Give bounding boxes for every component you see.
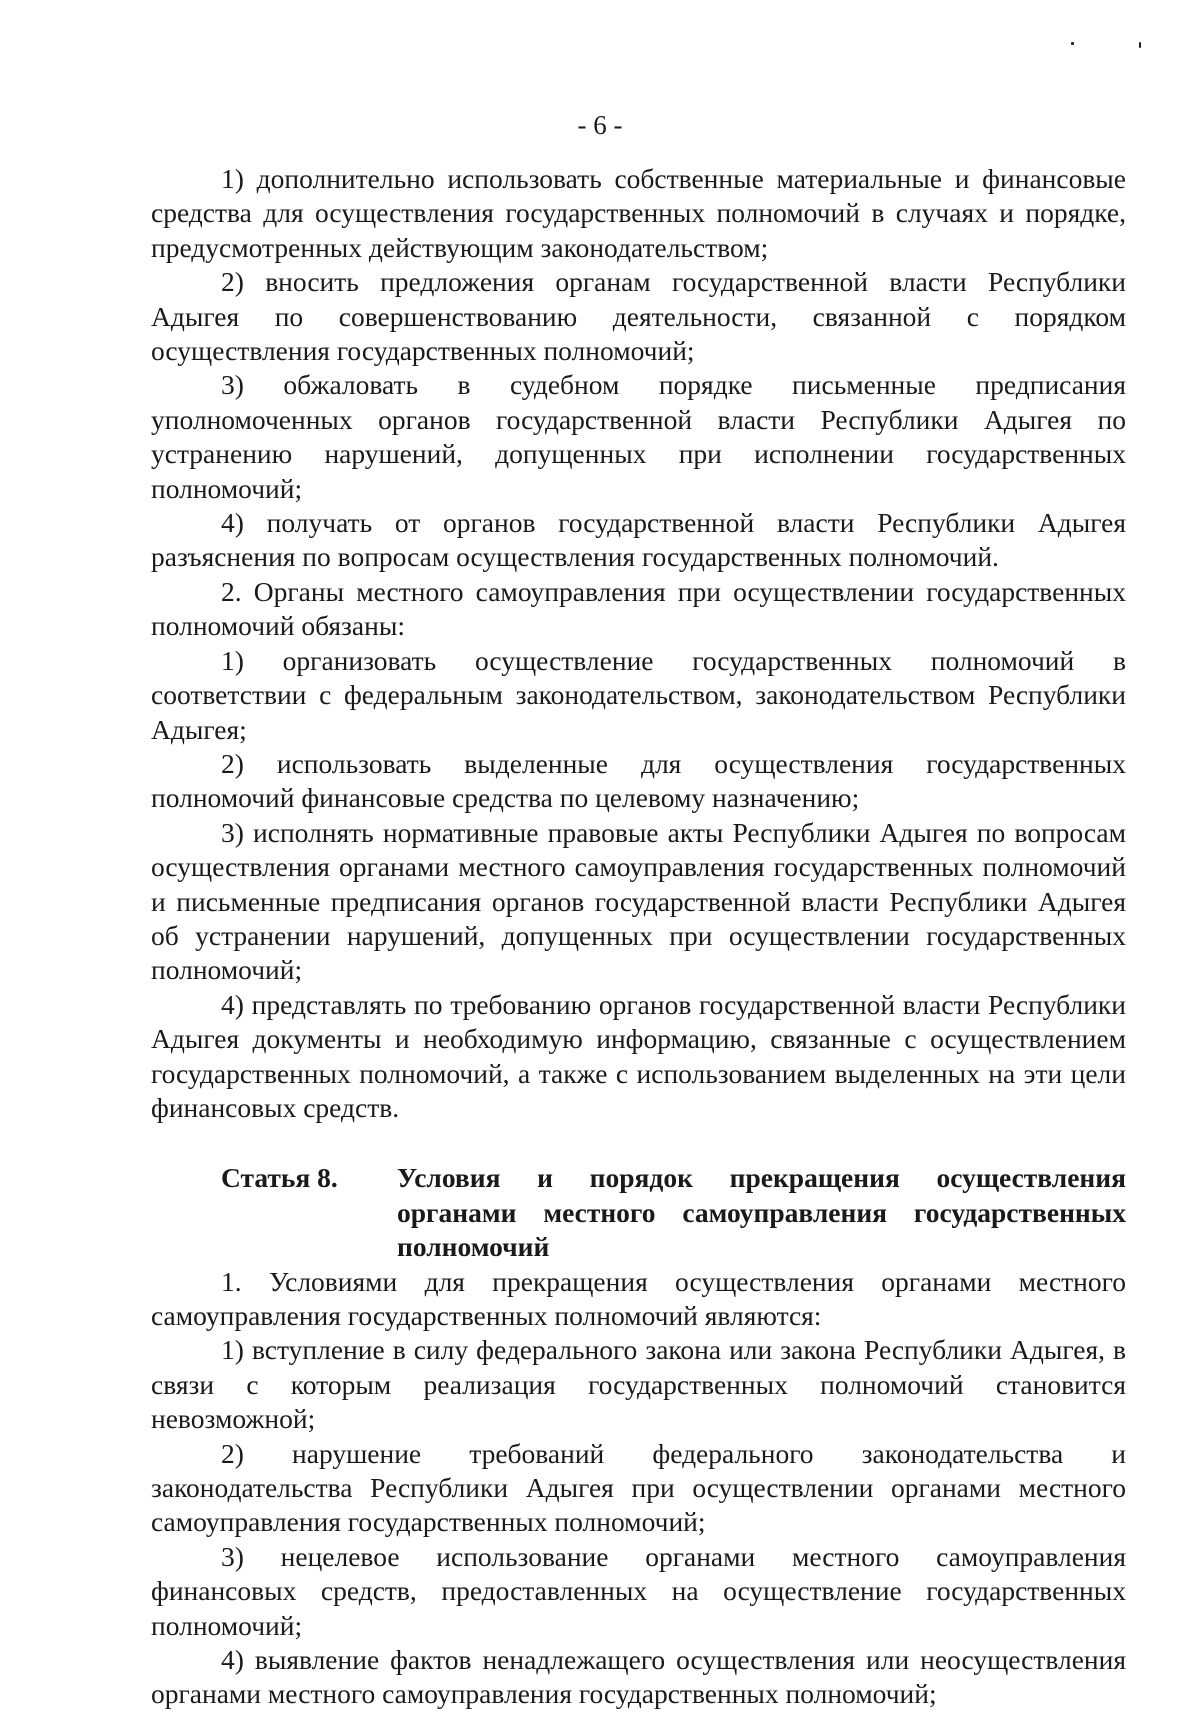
paragraph: 3) нецелевое использование органами местного самоуправления финансовых средств, предоставленных на осуществление государственных полномочий; (151, 1540, 1126, 1641)
paragraph: 3) обжаловать в судебном порядке письменные предписания уполномоченных органов государственной власти Республики Адыгея по устранению нарушений, допущенных при исполнении государственных полномочий; (151, 369, 1126, 504)
paragraph: 4) выявление фактов ненадлежащего осуществления или неосуществления органами местного самоуправления государственных полномочий; (151, 1644, 1126, 1710)
paragraph: 1. Условиями для прекращения осуществления органами местного самоуправления государственных полномочий являются: (151, 1265, 1126, 1331)
article-heading (151, 1161, 1126, 1264)
paragraph: 2) нарушение требований федерального законодательства и законодательства Республики Адыгея при осуществлении органами местного самоуправления государственных полномочий; (151, 1437, 1126, 1538)
paragraph: 4) получать от органов государственной власти Республики Адыгея разъяснения по вопросам осуществления государственных полномочий. (151, 507, 1126, 573)
paragraph: 1) дополнительно использовать собственные материальные и финансовые средства для осуществления государственных полномочий в случаях и порядке, предусмотренных действующим законодательством; (151, 163, 1126, 263)
paragraph: 2. Органы местного самоуправления при осуществлении государственных полномочий обязаны: (151, 575, 1126, 642)
scan-speck (1071, 42, 1074, 45)
paragraph: 3) исполнять нормативные правовые акты Республики Адыгея по вопросам осуществления органами местного самоуправления государственных полномочий и письменные предписания органов государственной власти Республики Адыгея об устранении нарушений, допущенных при осуществлении государственных полномочий; (151, 816, 1126, 986)
paragraph: 2) вносить предложения органам государственной власти Республики Адыгея по совершенствованию деятельности, связанной с порядком осуществления государственных полномочий; (151, 266, 1126, 367)
paragraph: 1) вступление в силу федерального закона или закона Республики Адыгея, в связи с которым реализация государственных полномочий становится невозможной; (151, 1334, 1126, 1435)
page-number: - 6 - (577, 110, 623, 140)
article-number: Статья 8. (221, 1162, 338, 1194)
paragraph: 4) представлять по требованию органов государственной власти Республики Адыгея документы и необходимую информацию, связанные с осуществлением государственных полномочий, а также с использованием выделенных на эти цели финансовых средств. (151, 988, 1126, 1123)
document-body (151, 162, 1126, 1712)
article-title: Условия и порядок прекращения осуществления органами местного самоуправления государственных полномочий (397, 1162, 1126, 1263)
paragraph: 1) организовать осуществление государственных полномочий в соответствии с федеральным законодательством, законодательством Республики Адыгея; (151, 644, 1126, 745)
scan-speck (1139, 42, 1141, 48)
paragraph: 2) использовать выделенные для осуществления государственных полномочий финансовые средства по целевому назначению; (151, 747, 1126, 814)
